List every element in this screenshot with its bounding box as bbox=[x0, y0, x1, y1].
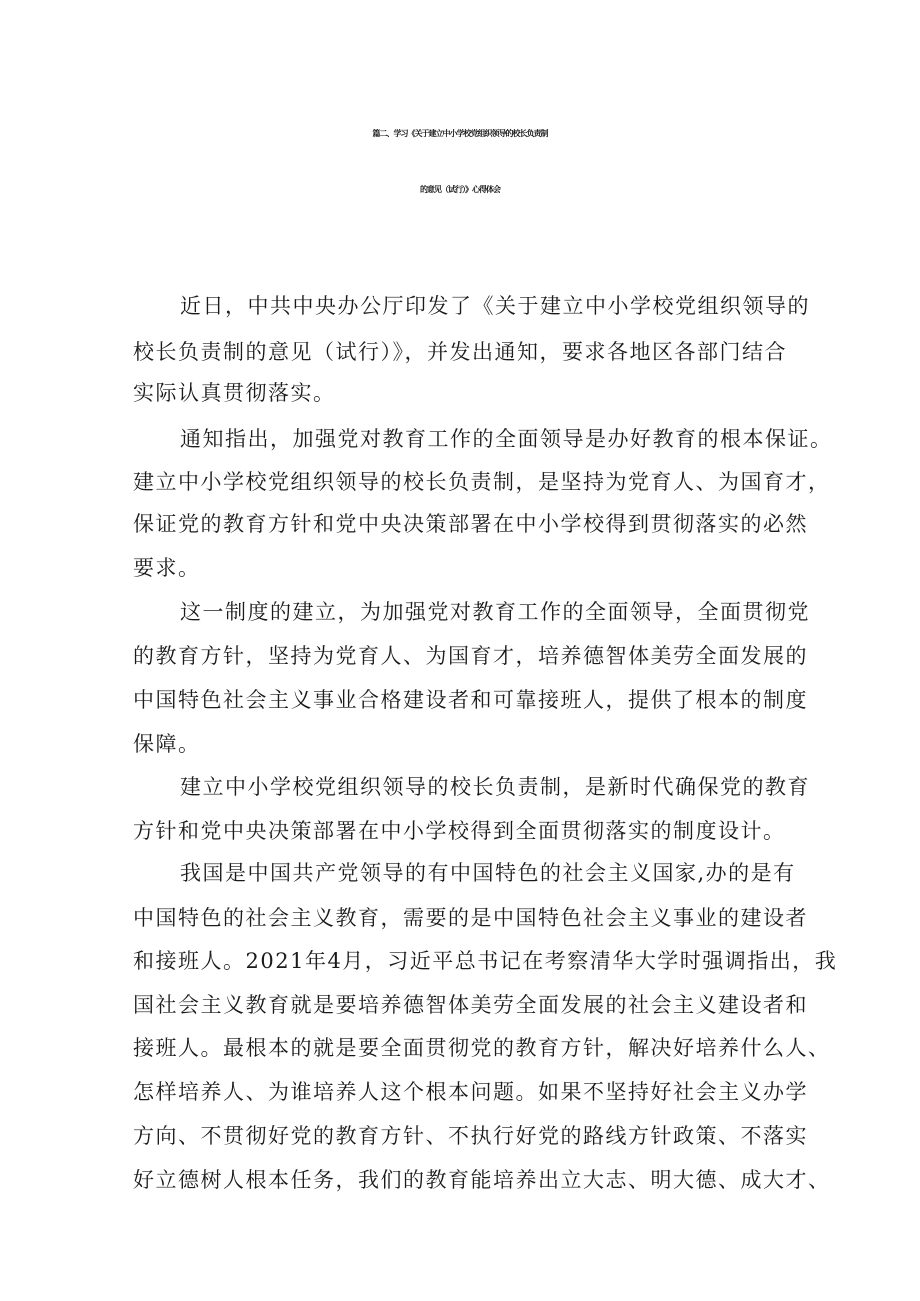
paragraph-line: 我国是中国共产党领导的有中国特色的社会主义国家,办的是有 bbox=[180, 861, 796, 885]
paragraph-line: 保证党的教育方针和党中央决策部署在中小学校得到贯彻落实的必然 bbox=[133, 512, 808, 536]
paragraph-line: 和接班人。2021年4月，习近平总书记在考察清华大学时强调指出，我 bbox=[133, 949, 838, 973]
paragraph-line: 国社会主义教育就是要培养德智体美劳全面发展的社会主义建设者和 bbox=[133, 993, 808, 1017]
paragraph-line: 怎样培养人、为谁培养人这个根本问题。如果不坚持好社会主义办学 bbox=[133, 1080, 808, 1104]
paragraph-line: 中国特色的社会主义教育，需要的是中国特色社会主义事业的建设者 bbox=[133, 906, 808, 930]
paragraph-line: 校长负责制的意见（试行）》，并发出通知，要求各地区各部门结合 bbox=[133, 340, 787, 364]
paragraph-line: 好立德树人根本任务，我们的教育能培养出立大志、明大德、成大才、 bbox=[133, 1168, 831, 1192]
document-title-line-1: 篇二、学习《关于建立中小学校党组织领导的校长负责制 bbox=[372, 129, 548, 138]
paragraph-line: 通知指出，加强党对教育工作的全面领导是办好教育的根本保证。 bbox=[180, 427, 833, 451]
paragraph-line: 接班人。最根本的就是要全面贯彻党的教育方针，解决好培养什么人、 bbox=[133, 1036, 831, 1060]
paragraph-line: 建立中小学校党组织领导的校长负责制，是新时代确保党的教育 bbox=[180, 775, 810, 799]
paragraph-line: 建立中小学校党组织领导的校长负责制，是坚持为党育人、为国育才， bbox=[133, 470, 831, 494]
paragraph-line: 近日，中共中央办公厅印发了《关于建立中小学校党组织领导的 bbox=[180, 294, 810, 318]
paragraph-line: 方向、不贯彻好党的教育方针、不执行好党的路线方针政策、不落实 bbox=[133, 1124, 808, 1148]
document-title-line-2: 的意见（试行）》心得体会 bbox=[420, 185, 500, 194]
paragraph-line: 这一制度的建立，为加强党对教育工作的全面领导，全面贯彻党 bbox=[180, 600, 810, 624]
paragraph-line: 保障。 bbox=[133, 732, 201, 756]
paragraph-line: 中国特色社会主义事业合格建设者和可靠接班人，提供了根本的制度 bbox=[133, 688, 808, 712]
paragraph-line: 要求。 bbox=[133, 556, 201, 580]
paragraph-line: 方针和党中央决策部署在中小学校得到全面贯彻落实的制度设计。 bbox=[133, 819, 786, 843]
paragraph-line: 实际认真贯彻落实。 bbox=[133, 381, 336, 405]
paragraph-line: 的教育方针，坚持为党育人、为国育才，培养德智体美劳全面发展的 bbox=[133, 644, 808, 668]
